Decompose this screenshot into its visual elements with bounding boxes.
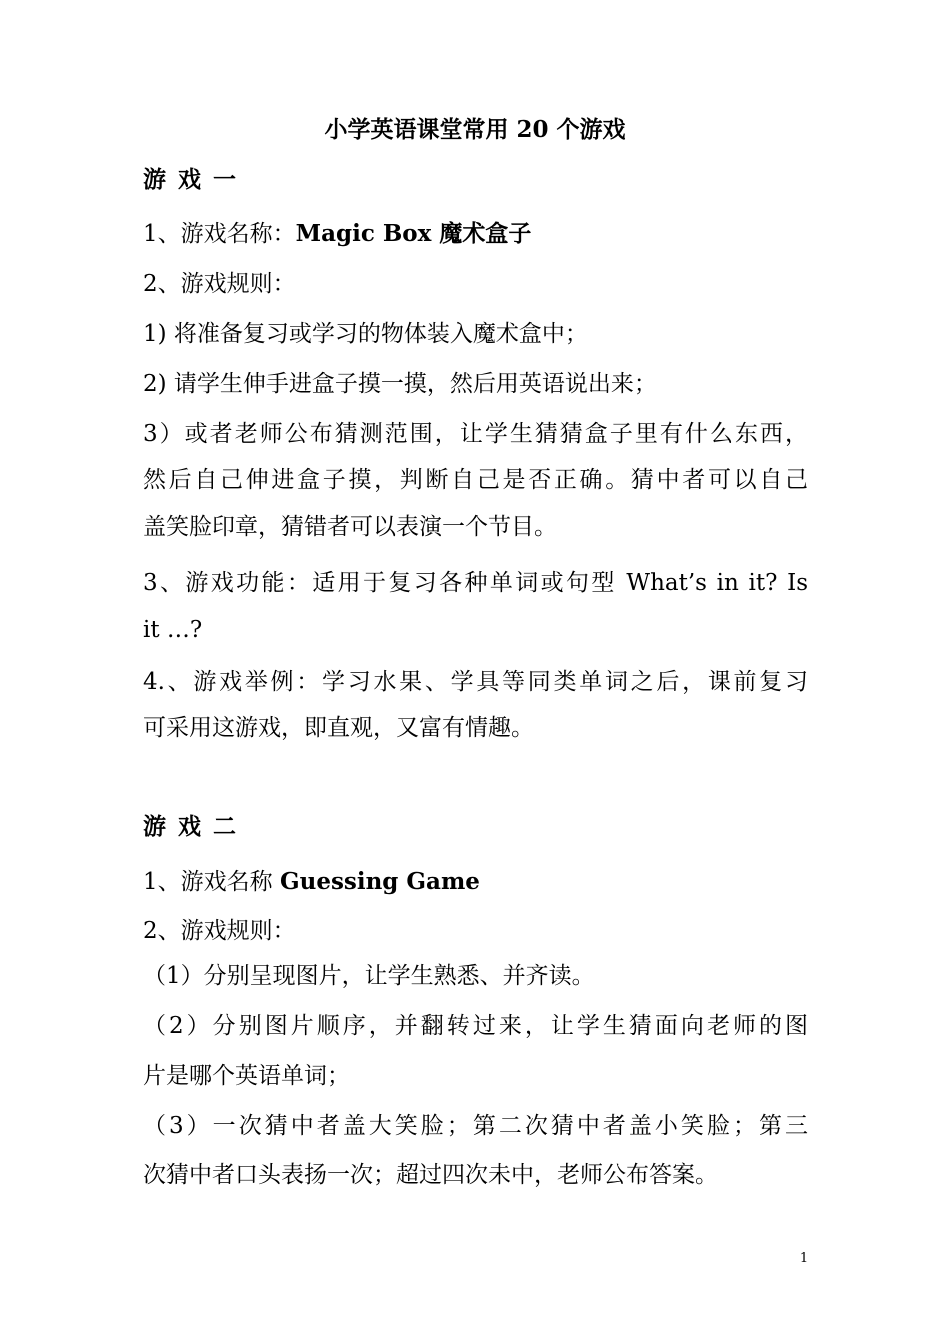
game-1-rule-3-line-1: 3）或者老师公布猜测范围，让学生猜猜盒子里有什么东西，	[143, 421, 808, 447]
page-number: 1	[799, 1251, 809, 1266]
document-title: 小学英语课堂常用 20 个游戏	[324, 116, 626, 143]
section-heading-game-2: 游戏二	[143, 813, 248, 840]
game-1-example-line-2: 可采用这游戏，即直观，又富有情趣。	[143, 715, 534, 741]
game-1-rules-label: 2、游戏规则：	[143, 271, 296, 297]
game-2-rule-2-line-1: （2）分别图片顺序，并翻转过来，让学生猜面向老师的图	[143, 1013, 808, 1039]
game-1-name-value: Magic Box 魔术盒子	[295, 220, 532, 247]
game-1-name-label: 1、游戏名称：	[143, 221, 296, 247]
game-1-example-line-1: 4.、游戏举例：学习水果、学具等同类单词之后，课前复习	[143, 669, 808, 695]
game-2-name-line	[143, 864, 808, 900]
game-2-rule-1: （1）分别呈现图片，让学生熟悉、并齐读。	[143, 963, 595, 989]
game-2-rule-2-line-2: 片是哪个英语单词；	[143, 1063, 350, 1089]
game-1-function-line-1: 3、游戏功能：适用于复习各种单词或句型 What’s in it? Is	[143, 570, 808, 596]
game-2-rule-3-line-1: （3）一次猜中者盖大笑脸；第二次猜中者盖小笑脸；第三	[143, 1113, 808, 1139]
game-2-name-label: 1、游戏名称	[143, 869, 280, 895]
game-1-rule-2: 2) 请学生伸手进盒子摸一摸，然后用英语说出来；	[143, 371, 657, 397]
game-2-rules-label: 2、游戏规则：	[143, 918, 296, 944]
game-1-rule-1: 1) 将准备复习或学习的物体装入魔术盒中；	[143, 321, 588, 347]
game-2-name-value: Guessing Game	[279, 868, 480, 895]
game-1-name-line	[143, 216, 808, 252]
game-2-rule-3-line-2: 次猜中者口头表扬一次；超过四次未中，老师公布答案。	[143, 1162, 718, 1188]
game-1-rule-3-line-2: 然后自己伸进盒子摸，判断自己是否正确。猜中者可以自己	[143, 467, 808, 493]
game-1-rule-3-line-3: 盖笑脸印章，猜错者可以表演一个节目。	[143, 514, 557, 540]
game-1-function-line-2: it …?	[143, 617, 203, 643]
section-heading-game-1: 游戏一	[143, 166, 248, 193]
